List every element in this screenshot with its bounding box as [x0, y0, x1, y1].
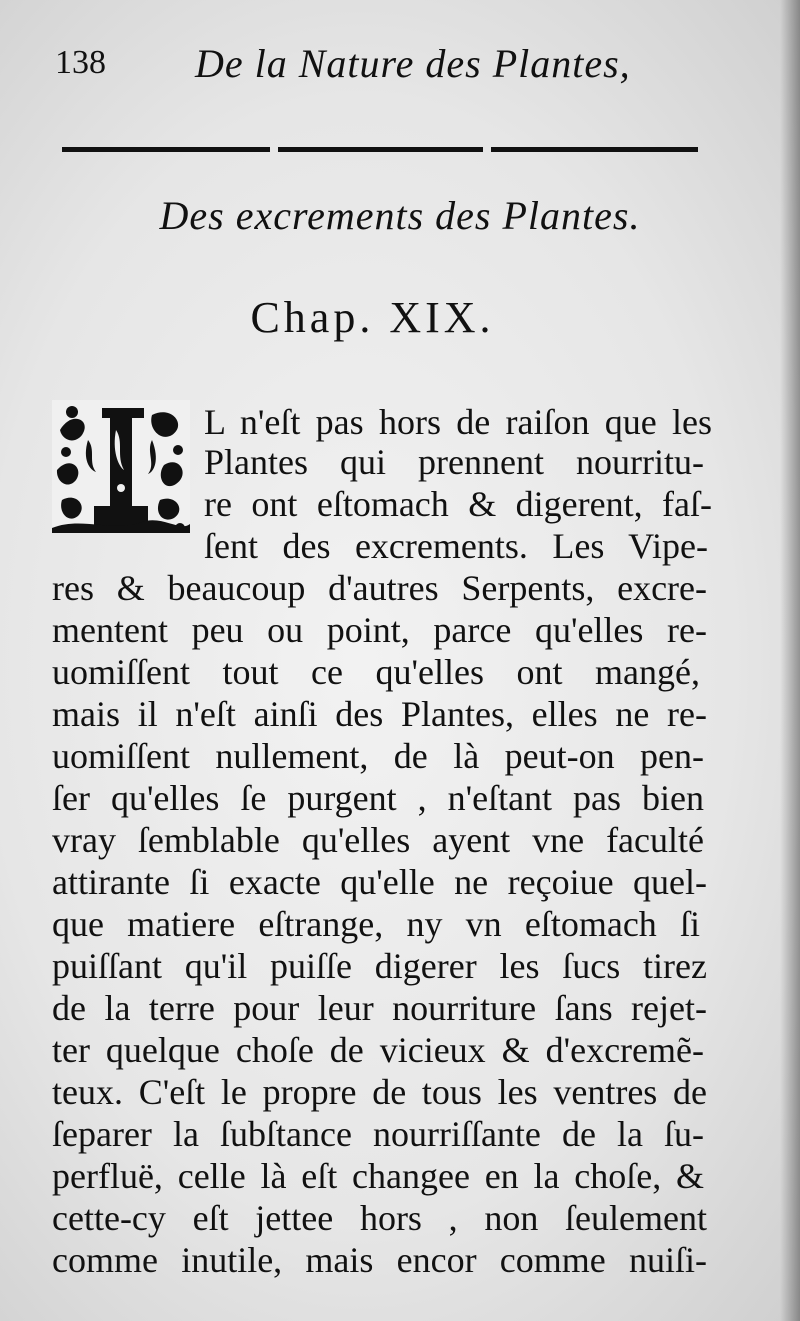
chapter-number: Chap. XIX.: [250, 293, 495, 342]
text-line: cette-cy eſt jettee hors , non ſeulement: [52, 1198, 707, 1238]
text-line: puiſſant qu'il puiſſe digerer les ſucs tirez: [52, 946, 707, 986]
text-line: Plantes qui prennent nourritu-: [204, 442, 704, 482]
text-line: que matiere eſtrange, ny vn eſtomach ſi: [52, 904, 700, 944]
rule-segment: [491, 147, 698, 152]
text-line: mentent peu ou point, parce qu'elles re-: [52, 610, 707, 650]
text-line: perfluë, celle là eſt changee en la choſe, &: [52, 1156, 704, 1196]
running-title: De la Nature des Plantes,: [195, 41, 631, 86]
text-line: comme inutile, mais encor comme nuiſi-: [52, 1240, 707, 1280]
text-line: attirante ſi exacte qu'elle ne reçoiue quel-: [52, 862, 707, 902]
rule-segment: [278, 147, 483, 152]
running-head: [55, 40, 705, 100]
text-line: teux. C'eſt le propre de tous les ventres de: [52, 1072, 707, 1112]
text-line: ter quelque choſe de vicieux & d'excremẽ-: [52, 1030, 704, 1070]
text-line: ſent des excrements. Les Vipe-: [204, 526, 708, 566]
text-line: res & beaucoup d'autres Serpents, excre-: [52, 568, 707, 608]
text-line: re ont eſtomach & digerent, faſ-: [204, 484, 712, 524]
page-number: 138: [55, 44, 106, 81]
text-line: ſer qu'elles ſe purgent , n'eſtant pas bien: [52, 778, 704, 818]
chapter-subject: Des excrements des Plantes.: [159, 193, 641, 238]
text-line: vray ſemblable qu'elles ayent vne faculté: [52, 820, 704, 860]
text-line: uomiſſent nullement, de là peut-on pen-: [52, 736, 704, 776]
text-line: L n'eſt pas hors de raiſon que les: [204, 402, 712, 442]
text-line: mais il n'eſt ainſi des Plantes, elles ne re-: [52, 694, 707, 734]
text-line: ſeparer la ſubſtance nourriſſante de la ſu-: [52, 1114, 704, 1154]
rule-segment: [62, 147, 270, 152]
text-line: uomiſſent tout ce qu'elles ont mangé,: [52, 652, 700, 692]
text-line: de la terre pour leur nourriture ſans rejet-: [52, 988, 707, 1028]
header-rule: [62, 147, 698, 152]
ornamental-initial-icon: [52, 400, 190, 533]
